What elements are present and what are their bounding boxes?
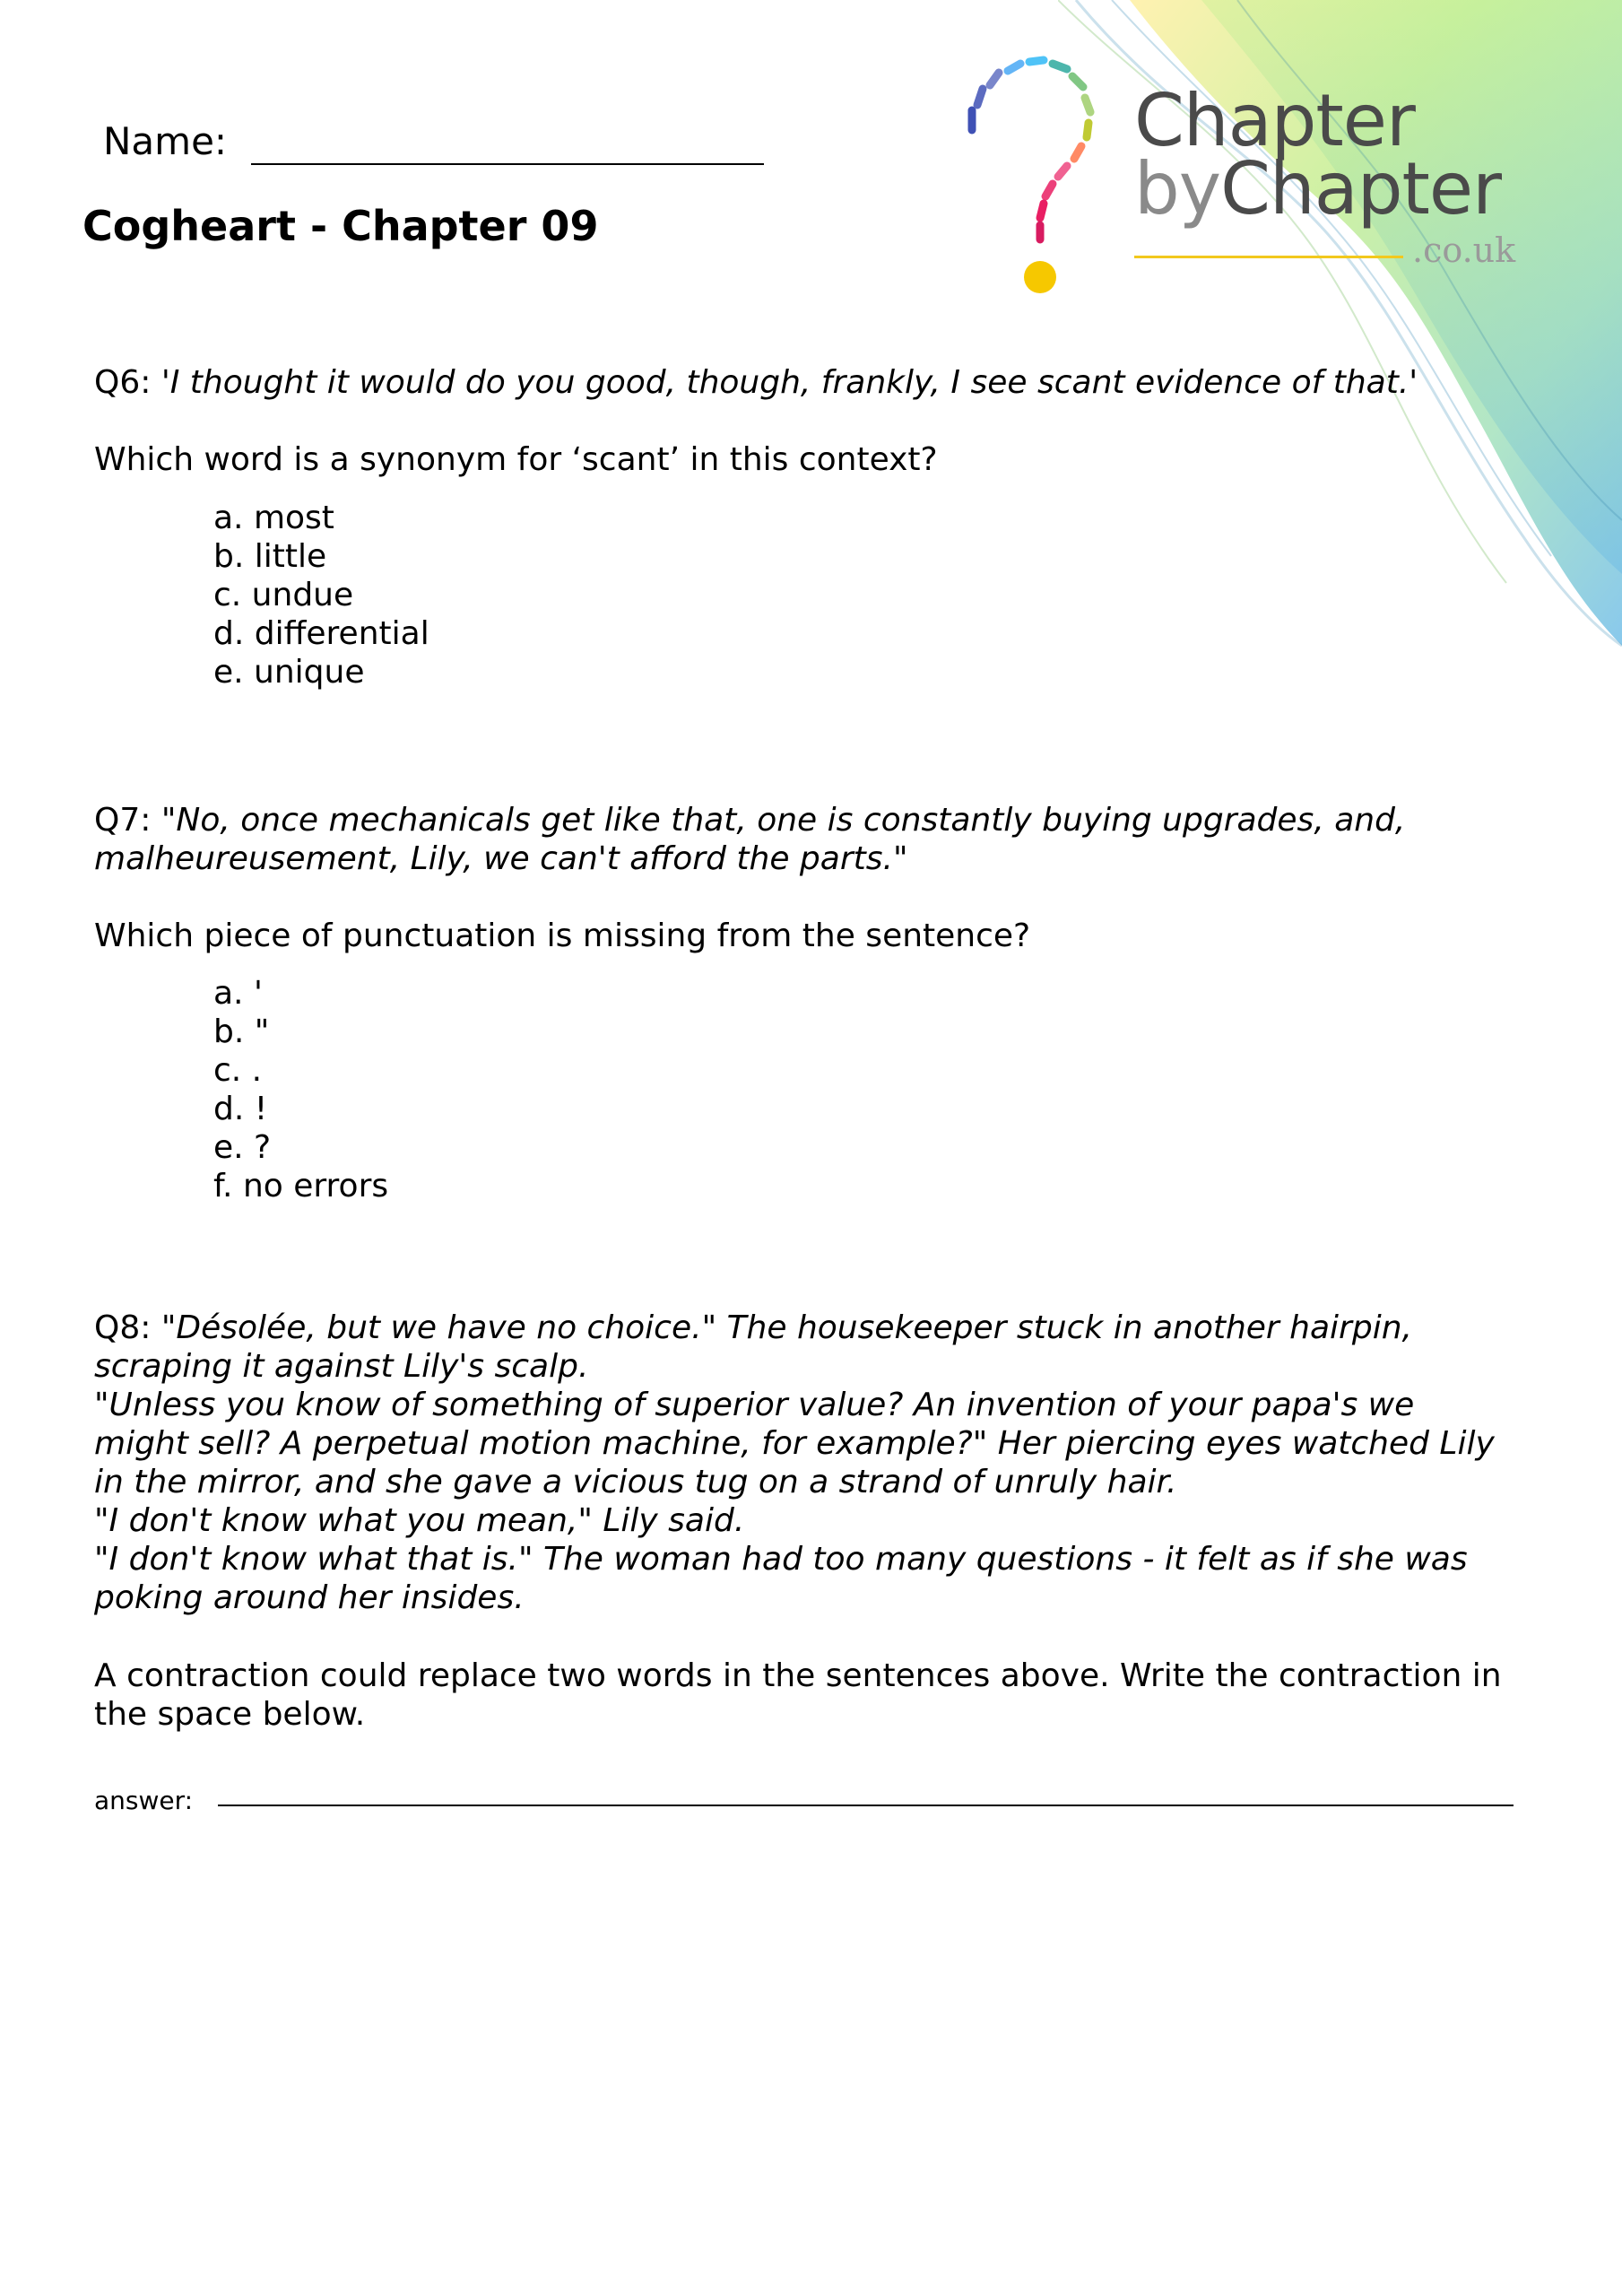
q7-option-b[interactable]: b. " xyxy=(213,1013,270,1050)
q8-quote-4: might sell? A perpetual motion machine, for example?" Her piercing eyes watched Lily xyxy=(94,1425,1495,1462)
answer-label: answer: xyxy=(94,1786,194,1815)
q7-option-a[interactable]: a. ' xyxy=(213,975,263,1012)
q6-option-b[interactable]: b. little xyxy=(213,538,327,575)
q8-quote-3: "Unless you know of something of superior value? An invention of your papa's we xyxy=(94,1387,1415,1423)
q8-quote-2: scraping it against Lily's scalp. xyxy=(94,1348,589,1385)
q6-option-c[interactable]: c. undue xyxy=(213,577,354,613)
name-input-line[interactable] xyxy=(251,163,764,165)
q6-options xyxy=(213,499,429,691)
q8-quote-8: poking around her insides. xyxy=(94,1579,525,1616)
page-title: Cogheart - Chapter 09 xyxy=(82,202,599,250)
q7-quote-2: malheureusement, Lily, we can't afford the parts." xyxy=(94,840,908,877)
q8-number: Q8: xyxy=(94,1309,152,1346)
q8-prompt-2: the space below. xyxy=(94,1696,366,1733)
q6-quote: 'I thought it would do you good, though, frankly, I see scant evidence of that.' xyxy=(160,364,1418,401)
q8-passage xyxy=(94,1309,1495,1617)
q6-prompt: Which word is a synonym for ‘scant’ in this context? xyxy=(94,441,938,478)
q6-number: Q6: xyxy=(94,364,152,401)
logo-line2 xyxy=(1134,147,1501,230)
q7-option-d[interactable]: d. ! xyxy=(213,1091,268,1127)
q7-options xyxy=(213,974,388,1205)
answer-input-line[interactable] xyxy=(218,1805,1514,1806)
q6-quote-line xyxy=(94,363,1418,402)
q6-option-d[interactable]: d. differential xyxy=(213,615,429,652)
q7-option-f[interactable]: f. no errors xyxy=(213,1168,389,1205)
logo-line1: Chapter xyxy=(1134,79,1415,162)
q6-option-e[interactable]: e. unique xyxy=(213,654,365,691)
q8-quote-7: "I don't know what that is." The woman had too many questions - it felt as if she was xyxy=(94,1541,1468,1578)
q7-quote-line1 xyxy=(94,801,1405,839)
q7-number: Q7: xyxy=(94,802,152,839)
q8-prompt xyxy=(94,1657,1502,1734)
q7-prompt: Which piece of punctuation is missing from the sentence? xyxy=(94,918,1031,954)
logo-by: by xyxy=(1134,147,1221,230)
logo-chapter: Chapter xyxy=(1220,147,1501,230)
q7-option-e[interactable]: e. ? xyxy=(213,1129,272,1166)
chapter-by-chapter-logo xyxy=(959,49,1533,318)
name-label: Name: xyxy=(103,119,228,163)
q6-option-a[interactable]: a. most xyxy=(213,500,334,536)
q7-option-c[interactable]: c. . xyxy=(213,1052,263,1089)
question-mark-books-icon xyxy=(959,49,1112,309)
logo-wordmark xyxy=(1134,79,1501,230)
q8-quote-6: "I don't know what you mean," Lily said. xyxy=(94,1502,745,1539)
logo-domain: .co.uk xyxy=(1412,230,1516,270)
q7-quote-1: "No, once mechanicals get like that, one is constantly buying upgrades, and, xyxy=(160,802,1406,839)
logo-underline xyxy=(1134,256,1403,258)
q8-quote-1: "Désolée, but we have no choice." The housekeeper stuck in another hairpin, xyxy=(160,1309,1412,1346)
q8-quote-5: in the mirror, and she gave a vicious tug on a strand of unruly hair. xyxy=(94,1464,1177,1500)
q8-prompt-1: A contraction could replace two words in the sentences above. Write the contraction in xyxy=(94,1657,1502,1694)
q8-line-1 xyxy=(94,1309,1495,1347)
